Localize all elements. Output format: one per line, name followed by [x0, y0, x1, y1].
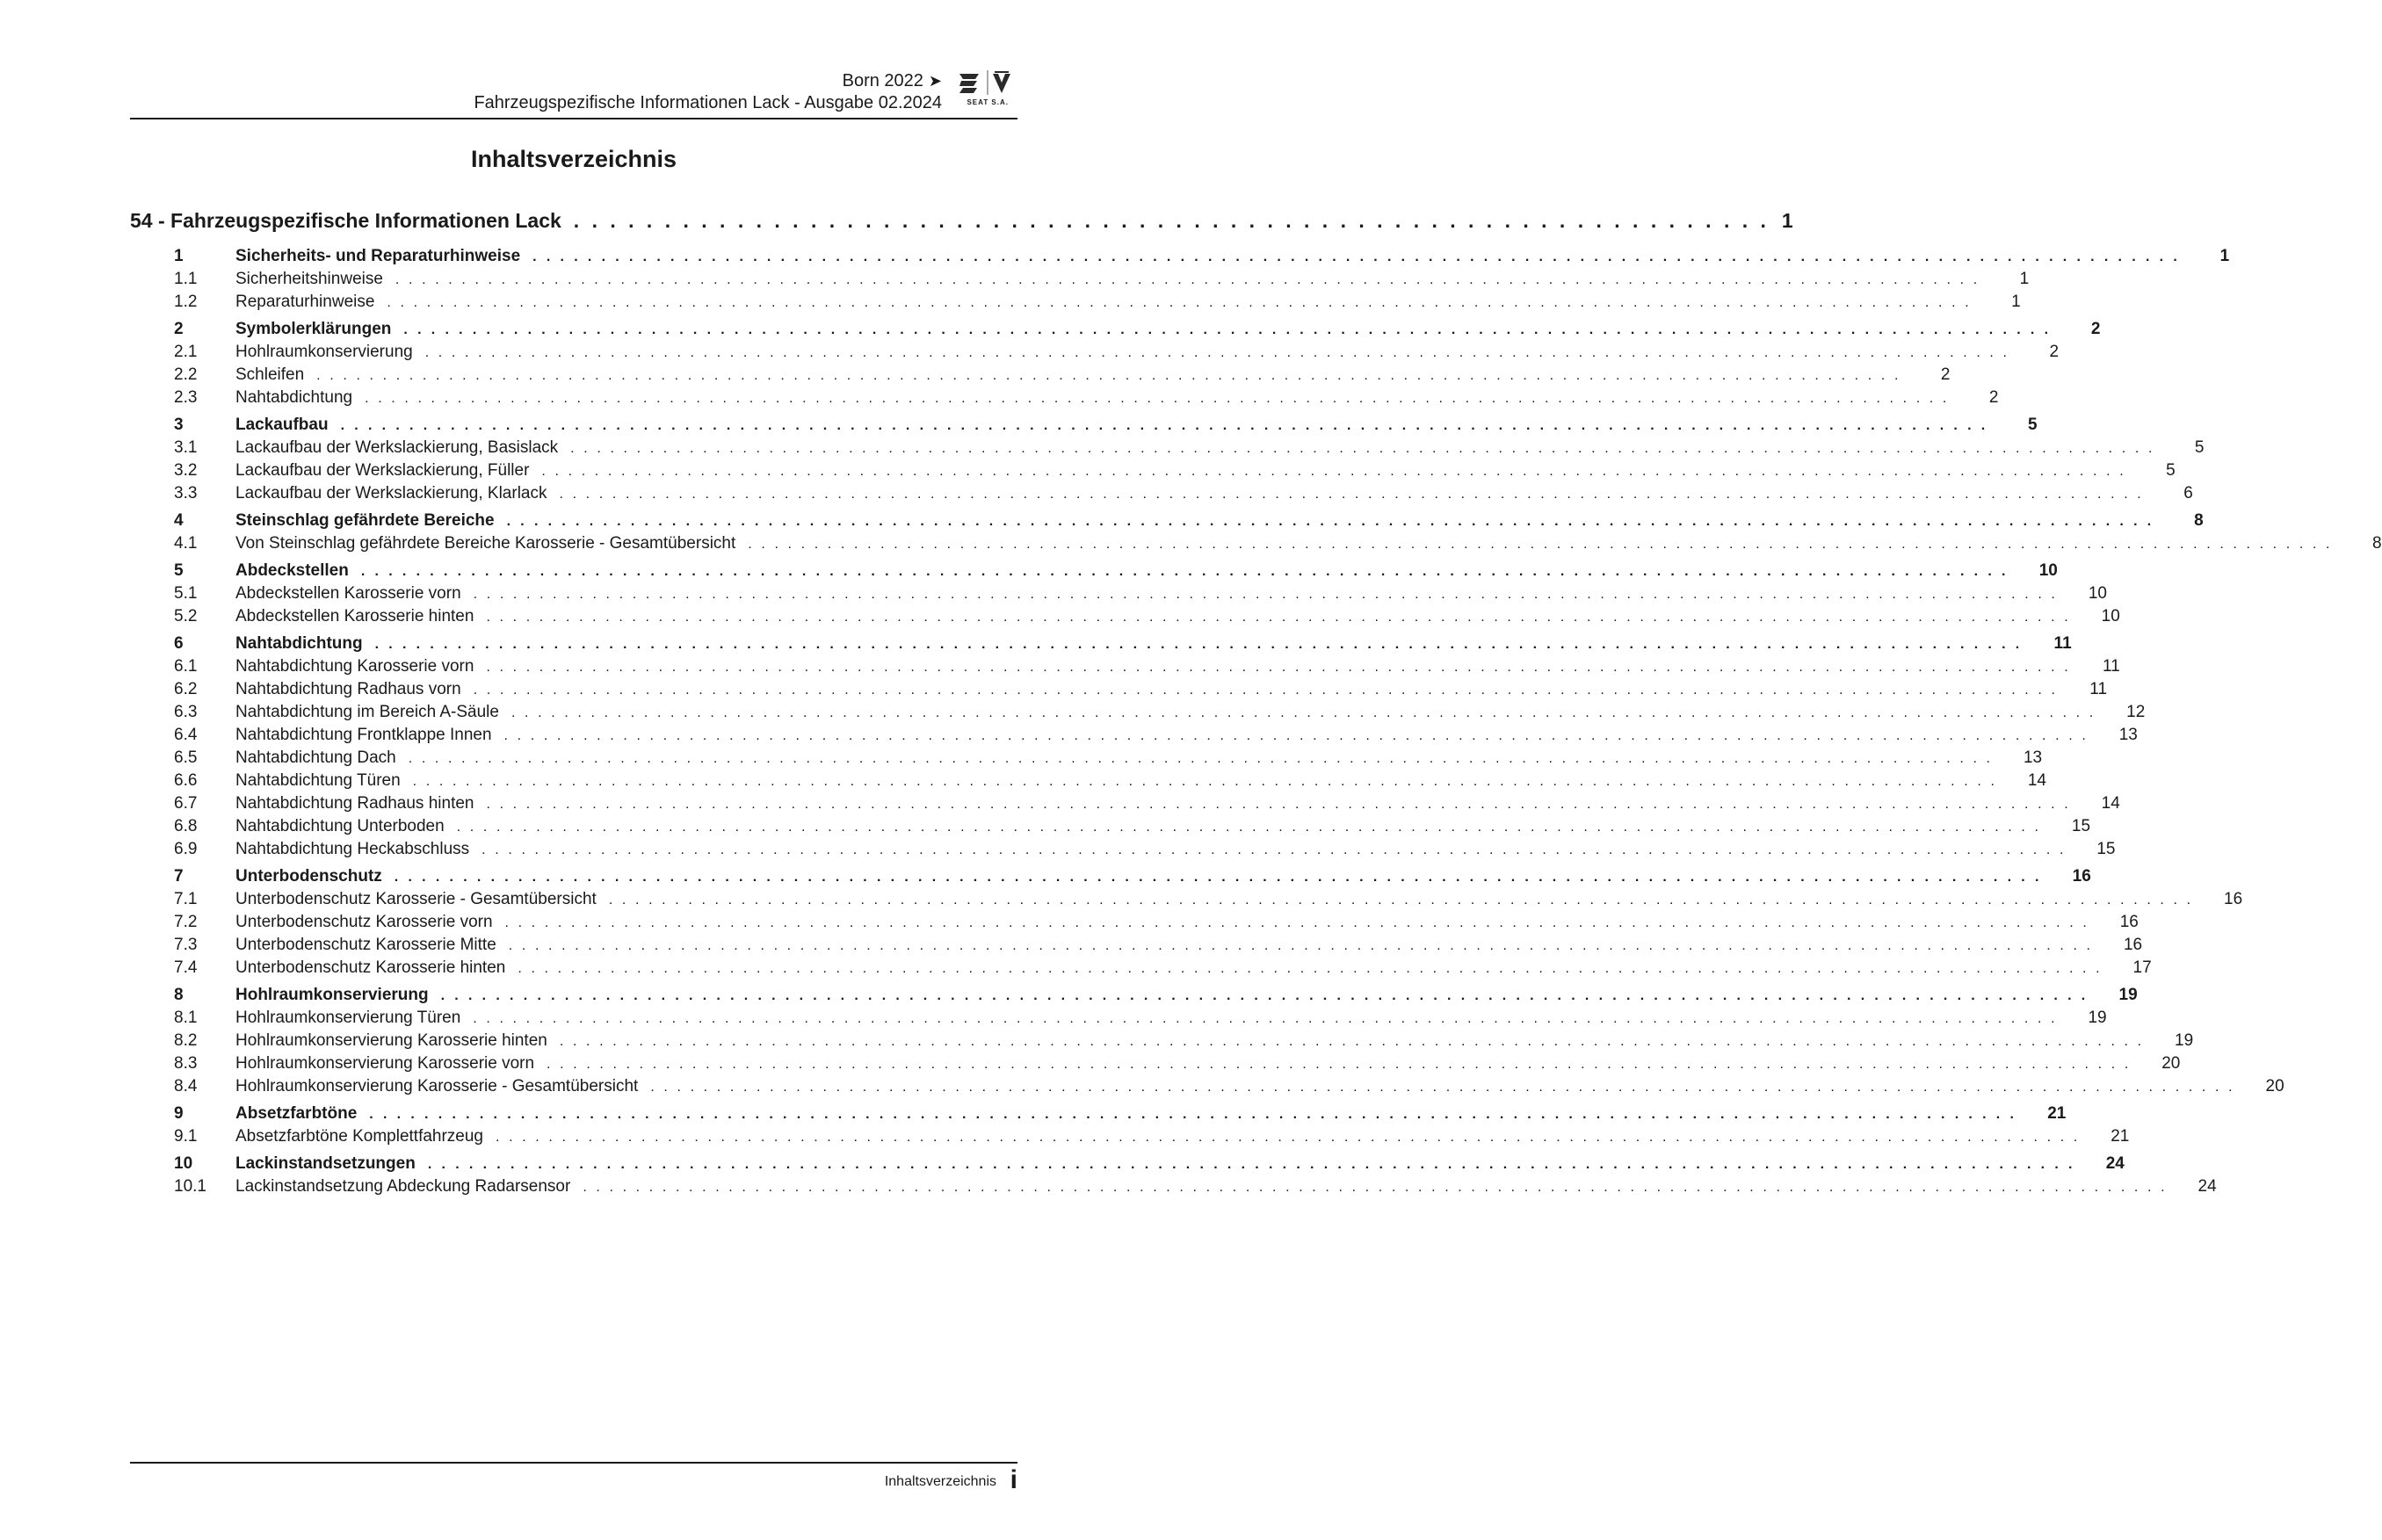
toc-number: 7.1: [174, 890, 198, 908]
toc-page: 2: [1988, 388, 1999, 407]
toc-number: 5.2: [174, 607, 198, 625]
toc-title: Nahtabdichtung Karosserie vorn: [235, 657, 474, 676]
toc-number: 3: [174, 416, 184, 434]
toc-page: 19: [2118, 986, 2138, 1004]
dot-leader: . . . . . . . . . . . . . . . . . . . . . . . . . . . . . . . . . . . . . . . . . . . . . . . . . . . . . . . . . . . . . . . . . . . . . . . . . . . . . . . . . . . . . . . . . . . . . . . . . . . . . . . . . . . . . . . . . . . . . . . .: [486, 610, 2071, 625]
dot-leader: . . . . . . . . . . . . . . . . . . . . . . . . . . . . . . . . . . . . . . . . . . . . . . . . . . . . . . . . . . . . . . . . . . . . . . . . . . . . . . . . . . . . . . . . . . . . . . . . . . . . . . . . . . . . . . . . . . . . . . . .: [503, 728, 2089, 743]
toc-page: 11: [2053, 634, 2072, 653]
toc-number: 6.6: [174, 771, 198, 790]
toc-title: Unterbodenschutz Karosserie - Gesamtübersicht: [235, 890, 597, 908]
toc-number: 7.4: [174, 958, 198, 977]
toc-page: 24: [2197, 1177, 2217, 1196]
header-rule: [130, 118, 1017, 119]
toc-number: 6.7: [174, 794, 198, 813]
toc-page: 10: [2038, 561, 2058, 580]
toc-title: Lackinstandsetzung Abdeckung Radarsensor: [235, 1177, 571, 1196]
toc-section[interactable]: [174, 320, 2101, 343]
toc-section[interactable]: [174, 986, 2138, 1009]
toc-section[interactable]: [174, 867, 2091, 890]
footer-page-number: i: [1010, 1465, 1017, 1494]
toc-subsection[interactable]: [174, 890, 2243, 913]
dot-leader: . . . . . . . . . . . . . . . . . . . . . . . . . . . . . . . . . . . . . . . . . . . . . . . . . . . . . . . . . . . . . . . . . . . . . . . . . . . . . . . . . . . . . . . . . . . . . . . . . . . . . . . . . . . . . . . . . . . . . . . .: [394, 870, 2042, 885]
dot-leader: . . . . . . . . . . . . . . . . . . . . . . . . . . . . . . . . . . . . . . . . . . . . . . . . . . . . . . . . . . . . . . . . . . . . . . . . . . . . . . . . . . . . . . . . . . . . . . . . . . . . . . . . . . . . . . . . . . . . . . . .: [541, 464, 2126, 479]
toc-title: Unterbodenschutz Karosserie Mitte: [235, 936, 496, 954]
dot-leader: . . . . . . . . . . . . . . . . . . . . . . . . . . . . . . . . . . . . . . . . . . . . . . . . . . . . . . . . . . . . . . . . . . . . . . . . . . . . . . . . . . . . . . . . . . . . . . . . . . . . . . . . . . . . . . . . . . . . . . . .: [473, 587, 2058, 602]
toc-page: 1: [2011, 293, 2021, 311]
dot-leader: . . . . . . . . . . . . . . . . . . . . . . . . . . . . . . . . . . . . . . . . . . . . . . . . . . . . . . . . . . . . . . . . . . . . . . . . . . . . . . . . . . . . . . . . . . . . . . . . . . . . . . . . . . . . . . . . . . . . . . . .: [486, 660, 2071, 675]
toc-title: Nahtabdichtung Frontklappe Innen: [235, 726, 492, 744]
toc-number: 6.9: [174, 840, 198, 858]
footer-rule: [130, 1462, 1017, 1464]
header-subtitle: Fahrzeugspezifische Informationen Lack - Ausgabe 02.2024: [474, 93, 942, 112]
toc-page: 6: [2183, 484, 2193, 502]
toc-subsection[interactable]: [174, 794, 2120, 817]
toc-number: 2.2: [174, 365, 198, 384]
dot-leader: . . . . . . . . . . . . . . . . . . . . . . . . . . . . . . . . . . . . . . . . . . . . . . . . . . . . . . . . . . . . . . . . . . . . . . . . . . . . . . . . . . . . . . . . . . . . . . . . . . . . . . . . . . . . . . . . . . . . . . . .: [486, 797, 2071, 812]
toc-page: 15: [2071, 817, 2091, 835]
toc-number: 9: [174, 1104, 184, 1123]
toc-title: Nahtabdichtung: [235, 634, 363, 653]
toc-page: 5: [2166, 461, 2176, 480]
toc-number: 3.2: [174, 461, 198, 480]
toc-section[interactable]: [174, 1154, 2125, 1177]
toc-page: 11: [2089, 680, 2108, 698]
toc-subsection[interactable]: [174, 270, 2030, 293]
toc-title: Lackaufbau der Werkslackierung, Füller: [235, 461, 530, 480]
toc-title: Nahtabdichtung Türen: [235, 771, 401, 790]
toc-number: 5.1: [174, 584, 198, 603]
toc-subsection[interactable]: [174, 607, 2120, 630]
toc-title: Nahtabdichtung Radhaus hinten: [235, 794, 474, 813]
toc-subsection[interactable]: [174, 343, 2060, 365]
toc-number: 8.2: [174, 1031, 198, 1050]
toc-number: 8: [174, 986, 184, 1004]
toc-page: 1: [2219, 247, 2230, 265]
toc-page: 12: [2126, 703, 2146, 721]
toc-number: 5: [174, 561, 184, 580]
dot-leader: . . . . . . . . . . . . . . . . . . . . . . . . . . . . . . . . . . . . . . . . . . . . . . . . . . . . . . . . . . . . . . . . . . . . . . . . . . . . . . . . . . . . . . . . . . . . . . . . . . . . . . . . . . . . . . . . . . . . . . . .: [559, 1034, 2145, 1049]
toc-page: 13: [2023, 748, 2043, 767]
toc-title: Abdeckstellen: [235, 561, 349, 580]
toc-section[interactable]: [174, 511, 2204, 534]
toc-number: 3.1: [174, 438, 198, 457]
toc-section[interactable]: [174, 247, 2230, 270]
toc-number: 2.1: [174, 343, 198, 361]
toc-subsection[interactable]: [174, 748, 2043, 771]
toc-subsection[interactable]: [174, 365, 1951, 388]
toc-number: 6.4: [174, 726, 198, 744]
dot-leader: . . . . . . . . . . . . . . . . . . . . . . . . . . . . . . . . . . . . . . . . . . . . . . . . . . . . . . . . . . . . . . . . . . . . . . . . . . . . . . . . . . . . . . . . . . . . . . . . . . . . . . . . . . . . . . . . . . . . . . . .: [387, 295, 1972, 310]
toc-title: Absetzfarbtöne Komplettfahrzeug: [235, 1127, 484, 1146]
toc-number: 6.5: [174, 748, 198, 767]
dot-leader: . . . . . . . . . . . . . . . . . . . . . . . . . . . . . . . . . . . . . . . . . . . . . . . . . . . . . . . . . . . . . . . . . . . . . . . . . . . . . . . . . . . . . . . . . . . . . . . . . . . . . . . . . . . . . . . . . . . . . . . .: [608, 893, 2194, 907]
toc-subsection[interactable]: [174, 1077, 2284, 1100]
toc-page: 10: [2088, 584, 2107, 603]
toc-title: Nahtabdichtung Unterboden: [235, 817, 445, 835]
toc-subsection[interactable]: [174, 726, 2138, 748]
dot-leader: . . . . . . . . . . . . . . . . . . . . . . . . . . . . . . . . . . . . . . . . . . . . . . . . . . . . . . . . . . . . . . . . . . . . . . . . . . . . . . . . . . . . . . . . . . . . . . . . . . . . . . . . . . . . . . . . . . . . . . . .: [510, 705, 2096, 720]
toc-page: 16: [2072, 867, 2091, 886]
toc-page: 14: [2101, 794, 2120, 813]
toc-title: Steinschlag gefährdete Bereiche: [235, 511, 495, 530]
toc-page: 21: [2110, 1127, 2130, 1146]
toc-page: 2: [1940, 365, 1951, 384]
dot-leader: . . . . . . . . . . . . . . . . . . . . . . . . . . . . . . . . . . . . . . . . . . . . . . . . . . . . . . . . . . . . . . . . . . . . . . . . . . . . . . . . . . . . . . . . . . . . . . . . . . . . . . . . . . . . . . . . . . . . . . . .: [412, 774, 1997, 789]
chapter-title: 54 - Fahrzeugspezifische Informationen Lack: [130, 209, 561, 232]
toc-section[interactable]: [174, 634, 2072, 657]
toc-page: 16: [2123, 936, 2143, 954]
chapter-entry[interactable]: [130, 209, 1793, 239]
dot-leader: . . . . . . . . . . . . . . . . . . . . . . . . . . . . . . . . . . . . . . . . . . . . . . . . . . . . . . . . . . . . . . . . . . . . . . . . . . . . . . . . . . . . . . . . . . . . . . . . . . . . . . . . . . . . . . . . . . . . . . . .: [547, 1057, 2132, 1072]
toc-number: 10: [174, 1154, 193, 1173]
toc-subsection[interactable]: [174, 484, 2193, 507]
toc-number: 1.1: [174, 270, 198, 288]
toc-subsection[interactable]: [174, 958, 2152, 981]
toc-title: Abdeckstellen Karosserie vorn: [235, 584, 461, 603]
toc-title: Unterbodenschutz Karosserie hinten: [235, 958, 506, 977]
toc-subsection[interactable]: [174, 1009, 2107, 1031]
toc-number: 6.3: [174, 703, 198, 721]
toc-number: 2.3: [174, 388, 198, 407]
toc-page: 8: [2372, 534, 2382, 553]
dot-leader: . . . . . . . . . . . . . . . . . . . . . . . . . . . . . . . . . . . . . . . . . . . . . . . . . . . . . . . . . . . . . . . . . . . . . . . . . . . . . . . . . . . . . . . . . . . . . . . . . . . . . . . . . . . . . . . . . . . . . . . .: [532, 249, 2181, 264]
chapter-page: 1: [1781, 209, 1793, 232]
toc-subsection[interactable]: [174, 657, 2120, 680]
toc-title: Hohlraumkonservierung: [235, 343, 413, 361]
toc-title: Hohlraumkonservierung Karosserie hinten: [235, 1031, 547, 1050]
toc-subsection[interactable]: [174, 913, 2139, 936]
dot-leader: . . . . . . . . . . . . . . . . . . . . . . . . . . . . . . . . . . . . . . . . . . . . . . . . . . . . . . . . . . . . . . . . . . . . . . . . . . . . . . . . . . . . . . . . . . . . . . . . . . . . . . . . . . . . . . . . . . . . . . . .: [473, 1011, 2058, 1026]
toc-number: 7.2: [174, 913, 198, 931]
dot-leader: . . . . . . . . . . . . . . . . . . . . . . . . . . . . . . . . . . . . . . . . . . . . . . . . . . . . . . . . . . . . . . . . . . . . . . . . . . . . . . . . . . . . . . . . . . . . . . . . . . . . . . . . . . . . . . . . . . . . . . . .: [506, 514, 2154, 529]
toc-number: 6.8: [174, 817, 198, 835]
toc-number: 2: [174, 320, 184, 338]
toc-page: 16: [2119, 913, 2139, 931]
dot-leader: . . . . . . . . . . . . . . . . . . . . . . . . . . . . . . . . . . . . . . . . . . . . . . . . . . . . . . . . . . . . . . . . . .: [573, 209, 1770, 232]
arrow-right-icon: ➤: [928, 72, 942, 90]
dot-leader: . . . . . . . . . . . . . . . . . . . . . . . . . . . . . . . . . . . . . . . . . . . . . . . . . . . . . . . . . . . . . . . . . . . . . . . . . . . . . . . . . . . . . . . . . . . . . . . . . . . . . . . . . . . . . . . . . . . . . . . .: [427, 1157, 2075, 1172]
dot-leader: . . . . . . . . . . . . . . . . . . . . . . . . . . . . . . . . . . . . . . . . . . . . . . . . . . . . . . . . . . . . . . . . . . . . . . . . . . . . . . . . . . . . . . . . . . . . . . . . . . . . . . . . . . . . . . . . . . . . . . . .: [440, 988, 2089, 1003]
toc-subsection[interactable]: [174, 1127, 2130, 1150]
toc-page: 16: [2224, 890, 2243, 908]
toc-number: 4.1: [174, 534, 198, 553]
header-vehicle: Born 2022: [842, 71, 923, 90]
seat-logo-icon: [956, 69, 1017, 98]
dot-leader: . . . . . . . . . . . . . . . . . . . . . . . . . . . . . . . . . . . . . . . . . . . . . . . . . . . . . . . . . . . . . . . . . . . . . . . . . . . . . . . . . . . . . . . . . . . . . . . . . . . . . . . . . . . . . . . . . . . . . . . .: [360, 564, 2009, 579]
toc-title: Hohlraumkonservierung: [235, 986, 429, 1004]
toc-page: 19: [2088, 1009, 2107, 1027]
toc-subsection[interactable]: [174, 840, 2116, 863]
toc-title: Reparaturhinweise: [235, 293, 375, 311]
toc-title: Nahtabdichtung Heckabschluss: [235, 840, 470, 858]
logo-caption: SEAT S.A.: [967, 98, 1009, 106]
toc-title: Hohlraumkonservierung Türen: [235, 1009, 461, 1027]
toc-subsection[interactable]: [174, 680, 2108, 703]
toc-title: Nahtabdichtung Dach: [235, 748, 396, 767]
toc-title: Sicherheitshinweise: [235, 270, 383, 288]
toc-page: 2: [2049, 343, 2060, 361]
toc-title: Abdeckstellen Karosserie hinten: [235, 607, 474, 625]
toc-number: 7.3: [174, 936, 198, 954]
toc-page: 11: [2103, 657, 2120, 676]
toc-title: Hohlraumkonservierung Karosserie vorn: [235, 1054, 535, 1073]
toc-subsection[interactable]: [174, 461, 2176, 484]
toc-title: Sicherheits- und Reparaturhinweise: [235, 247, 521, 265]
toc-number: 10.1: [174, 1177, 206, 1196]
toc-title: Lackaufbau: [235, 416, 329, 434]
toc-number: 4: [174, 511, 184, 530]
toc-page: 10: [2101, 607, 2120, 625]
toc-subsection[interactable]: [174, 293, 2021, 315]
toc-subsection[interactable]: [174, 388, 1999, 411]
dot-leader: . . . . . . . . . . . . . . . . . . . . . . . . . . . . . . . . . . . . . . . . . . . . . . . . . . . . . . . . . . . . . . . . . . . . . . . . . . . . . . . . . . . . . . . . . . . . . . . . . . . . . . . . . . . . . . . . . . . . . . . .: [395, 272, 1980, 287]
toc-page: 19: [2175, 1031, 2194, 1050]
toc-number: 6: [174, 634, 184, 653]
dot-leader: . . . . . . . . . . . . . . . . . . . . . . . . . . . . . . . . . . . . . . . . . . . . . . . . . . . . . . . . . . . . . . . . . . . . . . . . . . . . . . . . . . . . . . . . . . . . . . . . . . . . . . . . . . . . . . . . . . . . . . . .: [424, 345, 2010, 360]
page-title: Inhaltsverzeichnis: [470, 146, 677, 172]
toc-number: 8.4: [174, 1077, 198, 1095]
dot-leader: . . . . . . . . . . . . . . . . . . . . . . . . . . . . . . . . . . . . . . . . . . . . . . . . . . . . . . . . . . . . . . . . . . . . . . . . . . . . . . . . . . . . . . . . . . . . . . . . . . . . . . . . . . . . . . . . . . . . . . . .: [473, 683, 2059, 698]
toc-page: 13: [2118, 726, 2138, 744]
dot-leader: . . . . . . . . . . . . . . . . . . . . . . . . . . . . . . . . . . . . . . . . . . . . . . . . . . . . . . . . . . . . . . . . . . . . . . . . . . . . . . . . . . . . . . . . . . . . . . . . . . . . . . . . . . . . . . . . . . . . . . . .: [403, 322, 2052, 337]
dot-leader: . . . . . . . . . . . . . . . . . . . . . . . . . . . . . . . . . . . . . . . . . . . . . . . . . . . . . . . . . . . . . . . . . . . . . . . . . . . . . . . . . . . . . . . . . . . . . . . . . . . . . . . . . . . . . . . . . . . . . . . .: [408, 751, 1994, 766]
toc-page: 20: [2265, 1077, 2284, 1095]
dot-leader: . . . . . . . . . . . . . . . . . . . . . . . . . . . . . . . . . . . . . . . . . . . . . . . . . . . . . . . . . . . . . . . . . . . . . . . . . . . . . . . . . . . . . . . . . . . . . . . . . . . . . . . . . . . . . . . . . . . . . . . .: [748, 537, 2333, 552]
toc-subsection[interactable]: [174, 1177, 2217, 1200]
toc-subsection[interactable]: [174, 438, 2205, 461]
toc-number: 3.3: [174, 484, 198, 502]
toc-title: Unterbodenschutz: [235, 867, 382, 886]
header-text: [474, 70, 942, 114]
toc-page: 21: [2047, 1104, 2067, 1123]
page-header: [130, 69, 1017, 119]
dot-leader: . . . . . . . . . . . . . . . . . . . . . . . . . . . . . . . . . . . . . . . . . . . . . . . . . . . . . . . . . . . . . . . . . . . . . . . . . . . . . . . . . . . . . . . . . . . . . . . . . . . . . . . . . . . . . . . . . . . . . . . .: [559, 487, 2144, 502]
toc-number: 1: [174, 247, 184, 265]
toc-subsection[interactable]: [174, 584, 2107, 607]
toc-title: Von Steinschlag gefährdete Bereiche Karosserie - Gesamtübersicht: [235, 534, 736, 553]
toc-title: Nahtabdichtung: [235, 388, 353, 407]
toc-title: Schleifen: [235, 365, 305, 384]
dot-leader: . . . . . . . . . . . . . . . . . . . . . . . . . . . . . . . . . . . . . . . . . . . . . . . . . . . . . . . . . . . . . . . . . . . . . . . . . . . . . . . . . . . . . . . . . . . . . . . . . . . . . . . . . . . . . . . . . . . . . . . .: [518, 961, 2103, 976]
dot-leader: . . . . . . . . . . . . . . . . . . . . . . . . . . . . . . . . . . . . . . . . . . . . . . . . . . . . . . . . . . . . . . . . . . . . . . . . . . . . . . . . . . . . . . . . . . . . . . . . . . . . . . . . . . . . . . . . . . . . . . . .: [365, 391, 1950, 406]
toc-title: Unterbodenschutz Karosserie vorn: [235, 913, 493, 931]
toc-title: Nahtabdichtung Radhaus vorn: [235, 680, 461, 698]
toc-section[interactable]: [174, 416, 2038, 438]
toc-page: 20: [2161, 1054, 2181, 1073]
toc-section[interactable]: [174, 561, 2058, 584]
toc-number: 9.1: [174, 1127, 198, 1146]
toc-page: 2: [2090, 320, 2101, 338]
dot-leader: . . . . . . . . . . . . . . . . . . . . . . . . . . . . . . . . . . . . . . . . . . . . . . . . . . . . . . . . . . . . . . . . . . . . . . . . . . . . . . . . . . . . . . . . . . . . . . . . . . . . . . . . . . . . . . . . . . . . . . . .: [504, 915, 2089, 930]
toc-list: [174, 242, 2382, 1200]
dot-leader: . . . . . . . . . . . . . . . . . . . . . . . . . . . . . . . . . . . . . . . . . . . . . . . . . . . . . . . . . . . . . . . . . . . . . . . . . . . . . . . . . . . . . . . . . . . . . . . . . . . . . . . . . . . . . . . . . . . . . . . .: [374, 637, 2023, 652]
footer-label: Inhaltsverzeichnis: [884, 1474, 996, 1489]
toc-page: 17: [2132, 958, 2152, 977]
toc-page: 8: [2194, 511, 2204, 530]
dot-leader: . . . . . . . . . . . . . . . . . . . . . . . . . . . . . . . . . . . . . . . . . . . . . . . . . . . . . . . . . . . . . . . . . . . . . . . . . . . . . . . . . . . . . . . . . . . . . . . . . . . . . . . . . . . . . . . . . . . . . . . .: [481, 842, 2067, 857]
toc-subsection[interactable]: [174, 1031, 2194, 1054]
toc-number: 7: [174, 867, 184, 886]
toc-number: 8.1: [174, 1009, 198, 1027]
toc-page: 5: [2028, 416, 2038, 434]
toc-page: 5: [2194, 438, 2205, 457]
toc-number: 8.3: [174, 1054, 198, 1073]
toc-title: Symbolerklärungen: [235, 320, 392, 338]
dot-leader: . . . . . . . . . . . . . . . . . . . . . . . . . . . . . . . . . . . . . . . . . . . . . . . . . . . . . . . . . . . . . . . . . . . . . . . . . . . . . . . . . . . . . . . . . . . . . . . . . . . . . . . . . . . . . . . . . . . . . . . .: [508, 938, 2094, 953]
toc-subsection[interactable]: [174, 771, 2046, 794]
toc-subsection[interactable]: [174, 703, 2146, 726]
toc-number: 1.2: [174, 293, 198, 311]
dot-leader: . . . . . . . . . . . . . . . . . . . . . . . . . . . . . . . . . . . . . . . . . . . . . . . . . . . . . . . . . . . . . . . . . . . . . . . . . . . . . . . . . . . . . . . . . . . . . . . . . . . . . . . . . . . . . . . . . . . . . . . .: [650, 1080, 2235, 1095]
toc-number: 6.1: [174, 657, 198, 676]
toc-title: Lackaufbau der Werkslackierung, Basislack: [235, 438, 559, 457]
toc-page: 15: [2096, 840, 2116, 858]
toc-subsection[interactable]: [174, 1054, 2181, 1077]
dot-leader: . . . . . . . . . . . . . . . . . . . . . . . . . . . . . . . . . . . . . . . . . . . . . . . . . . . . . . . . . . . . . . . . . . . . . . . . . . . . . . . . . . . . . . . . . . . . . . . . . . . . . . . . . . . . . . . . . . . . . . . .: [583, 1180, 2168, 1195]
toc-subsection[interactable]: [174, 936, 2143, 958]
toc-page: 24: [2105, 1154, 2125, 1173]
toc-title: Absetzfarbtöne: [235, 1104, 358, 1123]
toc-title: Hohlraumkonservierung Karosserie - Gesamtübersicht: [235, 1077, 639, 1095]
seat-cupra-logo: [956, 69, 1017, 112]
toc-subsection[interactable]: [174, 817, 2091, 840]
dot-leader: . . . . . . . . . . . . . . . . . . . . . . . . . . . . . . . . . . . . . . . . . . . . . . . . . . . . . . . . . . . . . . . . . . . . . . . . . . . . . . . . . . . . . . . . . . . . . . . . . . . . . . . . . . . . . . . . . . . . . . . .: [316, 368, 1901, 383]
toc-number: 6.2: [174, 680, 198, 698]
toc-page: 1: [2019, 270, 2030, 288]
dot-leader: . . . . . . . . . . . . . . . . . . . . . . . . . . . . . . . . . . . . . . . . . . . . . . . . . . . . . . . . . . . . . . . . . . . . . . . . . . . . . . . . . . . . . . . . . . . . . . . . . . . . . . . . . . . . . . . . . . . . . . . .: [369, 1107, 2017, 1122]
dot-leader: . . . . . . . . . . . . . . . . . . . . . . . . . . . . . . . . . . . . . . . . . . . . . . . . . . . . . . . . . . . . . . . . . . . . . . . . . . . . . . . . . . . . . . . . . . . . . . . . . . . . . . . . . . . . . . . . . . . . . . . .: [340, 418, 1988, 433]
toc-subsection[interactable]: [174, 534, 2382, 557]
toc-page: 14: [2027, 771, 2046, 790]
toc-title: Lackaufbau der Werkslackierung, Klarlack: [235, 484, 547, 502]
dot-leader: . . . . . . . . . . . . . . . . . . . . . . . . . . . . . . . . . . . . . . . . . . . . . . . . . . . . . . . . . . . . . . . . . . . . . . . . . . . . . . . . . . . . . . . . . . . . . . . . . . . . . . . . . . . . . . . . . . . . . . . .: [570, 441, 2155, 456]
toc-title: Nahtabdichtung im Bereich A-Säule: [235, 703, 499, 721]
dot-leader: . . . . . . . . . . . . . . . . . . . . . . . . . . . . . . . . . . . . . . . . . . . . . . . . . . . . . . . . . . . . . . . . . . . . . . . . . . . . . . . . . . . . . . . . . . . . . . . . . . . . . . . . . . . . . . . . . . . . . . . .: [456, 820, 2042, 835]
dot-leader: . . . . . . . . . . . . . . . . . . . . . . . . . . . . . . . . . . . . . . . . . . . . . . . . . . . . . . . . . . . . . . . . . . . . . . . . . . . . . . . . . . . . . . . . . . . . . . . . . . . . . . . . . . . . . . . . . . . . . . . .: [496, 1130, 2081, 1145]
toc-section[interactable]: [174, 1104, 2067, 1127]
toc-title: Lackinstandsetzungen: [235, 1154, 416, 1173]
